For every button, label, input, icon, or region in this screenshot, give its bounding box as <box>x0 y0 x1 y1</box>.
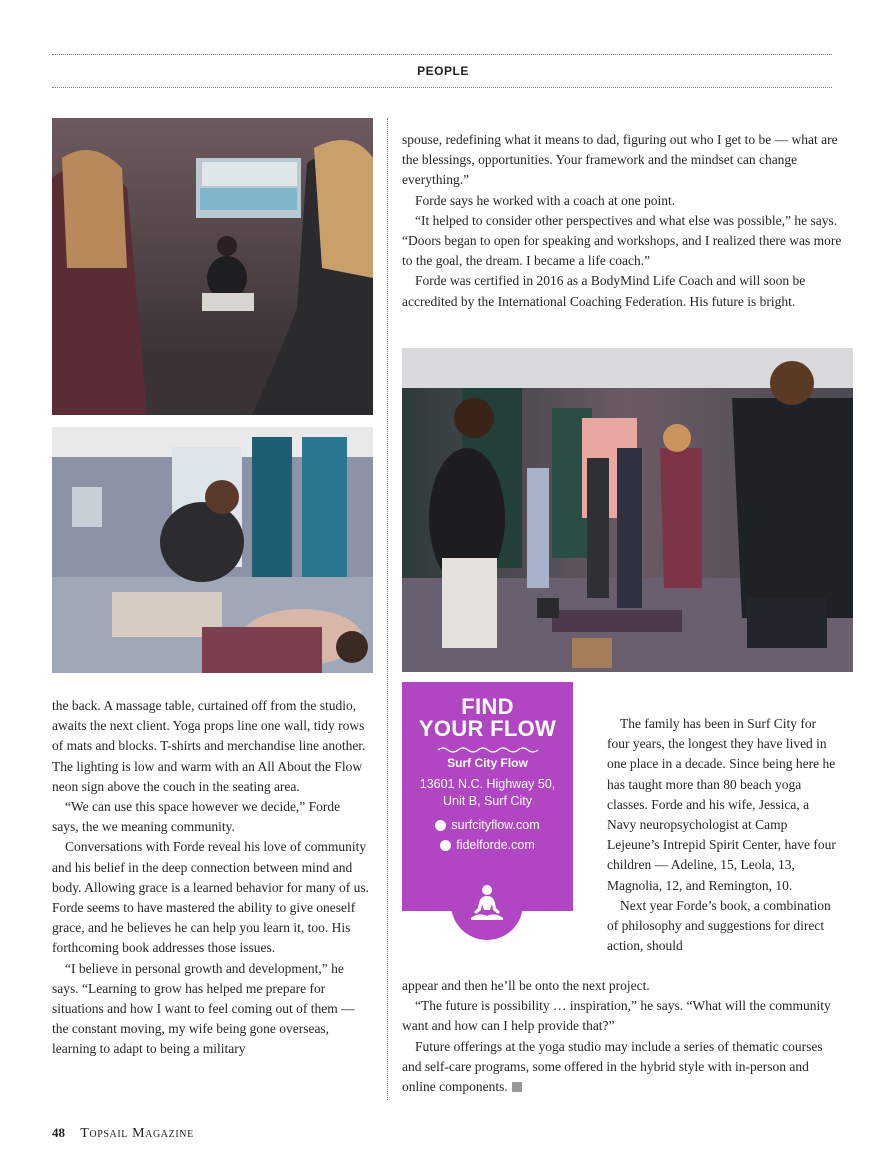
page-number: 48 <box>52 1125 65 1140</box>
header-rule-bottom <box>52 87 832 88</box>
footer <box>52 1125 194 1142</box>
photo-yoga-class-screen <box>52 118 373 415</box>
studio-name: Surf City Flow <box>447 756 528 770</box>
meditation-badge <box>451 868 523 940</box>
website-text-1: surfcityflow.com <box>451 818 540 832</box>
website-text-2: fidelforde.com <box>456 838 535 852</box>
address-line2: Unit B, Surf City <box>443 794 532 808</box>
paragraph: Next year Forde’s book, a combination of philosophy and suggestions for direct action, should <box>607 897 831 954</box>
address-line1: 13601 N.C. Highway 50, <box>419 777 556 791</box>
left-column-text <box>52 696 370 1060</box>
paragraph-final <box>402 1037 842 1098</box>
paragraph: spouse, redefining what it means to dad, figuring out who I get to be — what are the blessings, opportunities. Your framework and the mindset can change everything.” <box>402 132 838 188</box>
section-label: PEOPLE <box>417 64 469 78</box>
end-mark-icon <box>512 1082 522 1092</box>
final-text: Future offerings at the yoga studio may include a series of thematic courses and self-care programs, some offered in the hybrid style with in-person and online components. <box>402 1038 823 1095</box>
right-bottom-text <box>402 976 842 1097</box>
header-rule-top <box>52 54 832 55</box>
wave-divider-icon <box>438 746 538 754</box>
photo-group-prayer-pose <box>402 348 853 672</box>
paragraph: “I believe in personal growth and development,” he says. “Learning to grow has helped me prepare for situations and how I want to feel coming out of them — the constant moving, my wife being gone overseas, learning to adapt to being a military <box>52 960 355 1057</box>
paragraph: “We can use this space however we decide,” Forde says, the we meaning community. <box>52 799 341 835</box>
column-divider <box>387 118 388 1100</box>
globe-icon <box>435 820 446 831</box>
website-link-2[interactable] <box>402 838 573 852</box>
website-link-1[interactable] <box>402 818 573 832</box>
paragraph: “It helped to consider other perspectives and what else was possible,” he says. “Doors began to open for speaking and workshops, and I realized there was more to the goal, the dream. I became a life coach.” <box>402 212 842 269</box>
meditation-icon <box>465 882 509 926</box>
right-side-text <box>607 714 839 956</box>
paragraph: the back. A massage table, curtained off from the studio, awaits the next client. Yoga props line one wall, tidy rows of mats and blocks. T-shirts and merchandise line another. The lighting is low and warm with an All About the Flow neon sign above the couch in the seating area. <box>52 698 366 794</box>
paragraph: “The future is possibility … inspiration,” he says. “What will the community want and how can I help provide that?” <box>402 998 831 1034</box>
photo-instructor-assist <box>52 427 373 673</box>
sidebar-title-line2: YOUR FLOW <box>418 716 557 741</box>
paragraph: appear and then he’ll be onto the next project. <box>402 978 650 993</box>
paragraph: Conversations with Forde reveal his love of community and his belief in the deep connection between mind and body. Allowing grace is a learned behavior for many of us. Forde seems to have mastered the ability to give oneself grace, and he believes he can help you learn it, too. His forthcoming book addresses those issues. <box>52 839 370 956</box>
paragraph: Forde says he worked with a coach at one point. <box>415 192 676 208</box>
right-top-text <box>402 130 842 312</box>
sidebar-title-line1: FIND <box>461 694 514 719</box>
paragraph: The family has been in Surf City for four years, the longest they have lived in one place in a decade. Since being here he has taught more than 80 beach yoga classes. Forde and his wife, Jessica, a Navy neuropsychologist at Camp Lejeune’s Intrepid Spirit Center, have four children — Adeline, 15, Leola, 13, Magnolia, 12, and Remington, 10. <box>607 716 836 893</box>
paragraph: Forde was certified in 2016 as a BodyMind Life Coach and will soon be accredited by the International Coaching Federation. His future is bright. <box>402 273 806 309</box>
magazine-name: Topsail Magazine <box>80 1126 194 1141</box>
globe-icon <box>440 840 451 851</box>
